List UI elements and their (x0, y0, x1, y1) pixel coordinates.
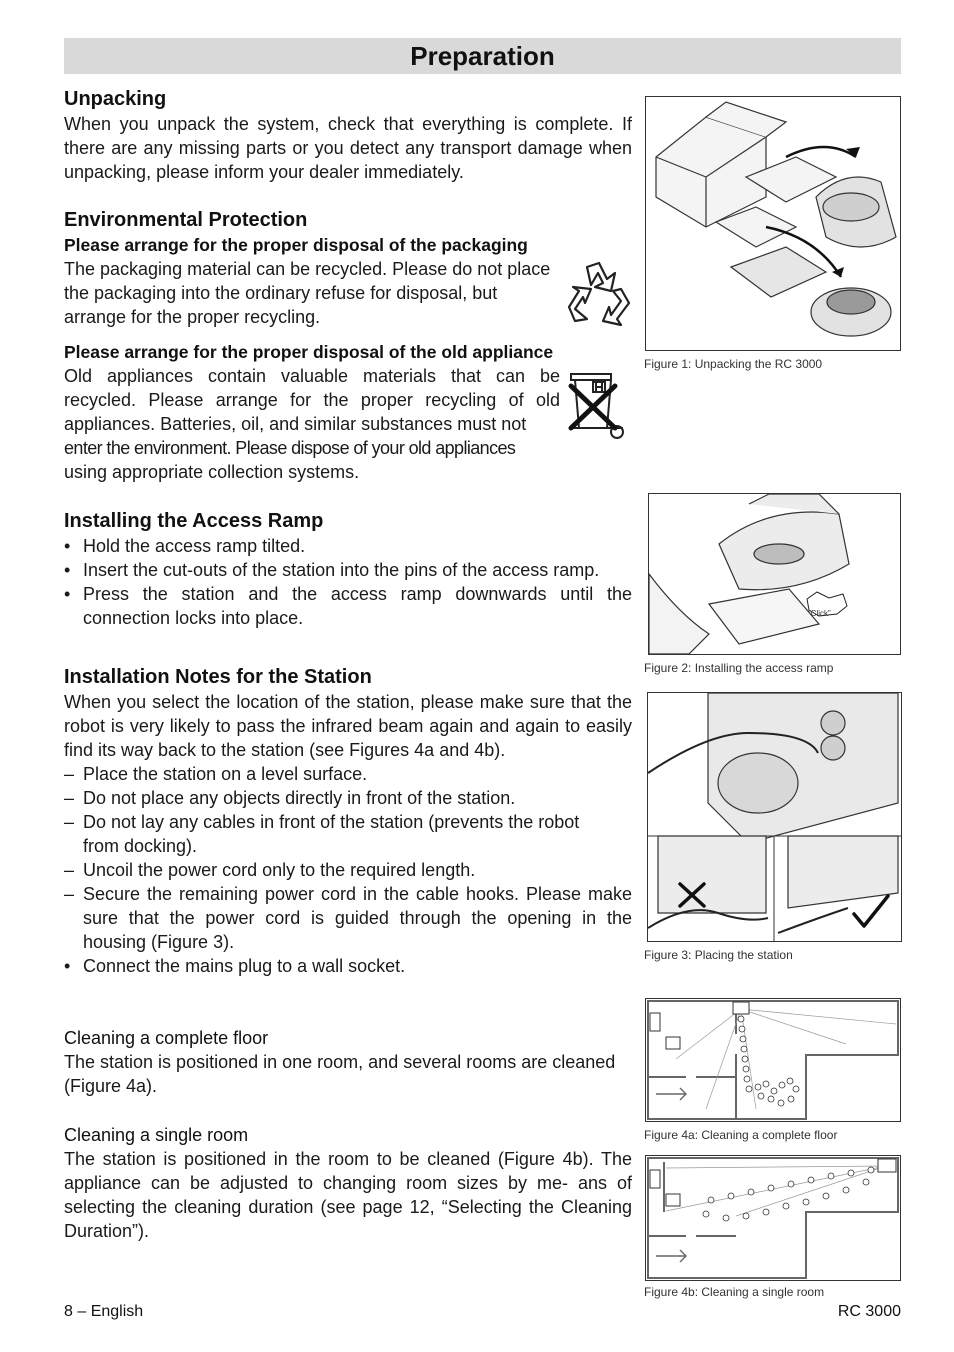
heading-single-room: Cleaning a single room (64, 1125, 249, 1145)
list-item: • Connect the mains plug to a wall socket. (64, 956, 406, 976)
complete-floor-text: The station is positioned in one room, and several rooms are cleaned (Figure 4a). (64, 1052, 616, 1096)
section-old-appliance (64, 340, 632, 484)
unpacking-text: When you unpack the system, check that everything is complete. If there are any missing parts or you detect any transport damage when unpacking, please inform your dealer immediately. (64, 114, 632, 182)
footer-model: RC 3000 (837, 1303, 901, 1320)
ramp-steps (64, 534, 632, 630)
caption-figure-4a: Figure 4a: Cleaning a complete floor (644, 1128, 838, 1142)
heading-complete-floor: Cleaning a complete floor (64, 1028, 269, 1048)
appliance-text-2: enter the environment. Please dispose of your old appliances (64, 438, 516, 458)
crossed-out-wheelie-bin-icon (565, 368, 631, 444)
section-installation-notes (64, 664, 632, 978)
installation-notes-list (64, 762, 632, 978)
list-item: – Do not lay any cables in front of the station (prevents the robot from docking). (64, 812, 580, 856)
heading-packaging-disposal: Please arrange for the proper disposal of the packaging (64, 235, 528, 255)
section-access-ramp (64, 508, 632, 630)
list-item: • Insert the cut-outs of the station into the pins of the access ramp. (64, 560, 600, 580)
section-unpacking (64, 86, 632, 184)
heading-environmental-protection: Environmental Protection (64, 209, 308, 231)
packaging-text: The packaging material can be recycled. Please do not place the packaging into the ordinary refuse for disposal, but arrange for the proper recycling. (64, 259, 551, 327)
heading-appliance-disposal: Please arrange for the proper disposal of the old appliance (64, 342, 554, 362)
caption-figure-4b: Figure 4b: Cleaning a single room (644, 1285, 825, 1299)
appliance-text-1: Old appliances contain valuable materials that can be recycled. Please arrange for the proper recycling of old appliances. Batteries, oil, and similar substances must not (64, 366, 560, 434)
section-single-room (64, 1123, 632, 1243)
single-room-text: The station is positioned in the room to be cleaned (Figure 4b). The appliance can be adjusted to changing room sizes by me- ans of selecting the cleaning duration (see page 12, “Selecting the Cleaning Duration”). (64, 1149, 632, 1241)
heading-unpacking: Unpacking (64, 88, 167, 110)
installation-notes-text: When you select the location of the station, please make sure that the robot is very likely to pass the infrared beam again and again to easily find its way back to the station (see Figures 4a and 4b). (64, 692, 632, 760)
section-complete-floor (64, 1026, 632, 1098)
list-item: – Secure the remaining power cord in the cable hooks. Please make sure that the power cord is guided through the opening in the housing (Figure 3). (64, 884, 632, 952)
section-environmental-protection (64, 207, 632, 329)
list-item: • Press the station and the access ramp downwards until the connection locks into place. (64, 584, 632, 628)
heading-installation-notes: Installation Notes for the Station (64, 666, 372, 688)
figure-complete-floor (645, 998, 901, 1122)
heading-access-ramp: Installing the Access Ramp (64, 510, 324, 532)
caption-figure-1: Figure 1: Unpacking the RC 3000 (644, 357, 823, 371)
figure-unpacking (645, 96, 901, 351)
caption-figure-2: Figure 2: Installing the access ramp (644, 661, 834, 675)
footer-page-number: 8 – English (64, 1303, 144, 1320)
check-icon (850, 892, 892, 930)
figure-single-room (645, 1155, 901, 1281)
cross-icon (676, 880, 708, 910)
list-item: – Do not place any objects directly in front of the station. (64, 788, 516, 808)
caption-figure-3: Figure 3: Placing the station (644, 948, 793, 962)
recycle-icon (565, 259, 633, 329)
figure-access-ramp (648, 493, 901, 655)
appliance-text-3: using appropriate collection systems. (64, 462, 360, 482)
list-item: – Place the station on a level surface. (64, 764, 368, 784)
click-label: “Click” (808, 609, 831, 618)
list-item: – Uncoil the power cord only to the required length. (64, 860, 476, 880)
list-item: • Hold the access ramp tilted. (64, 536, 306, 556)
page-title: Preparation (64, 38, 901, 74)
